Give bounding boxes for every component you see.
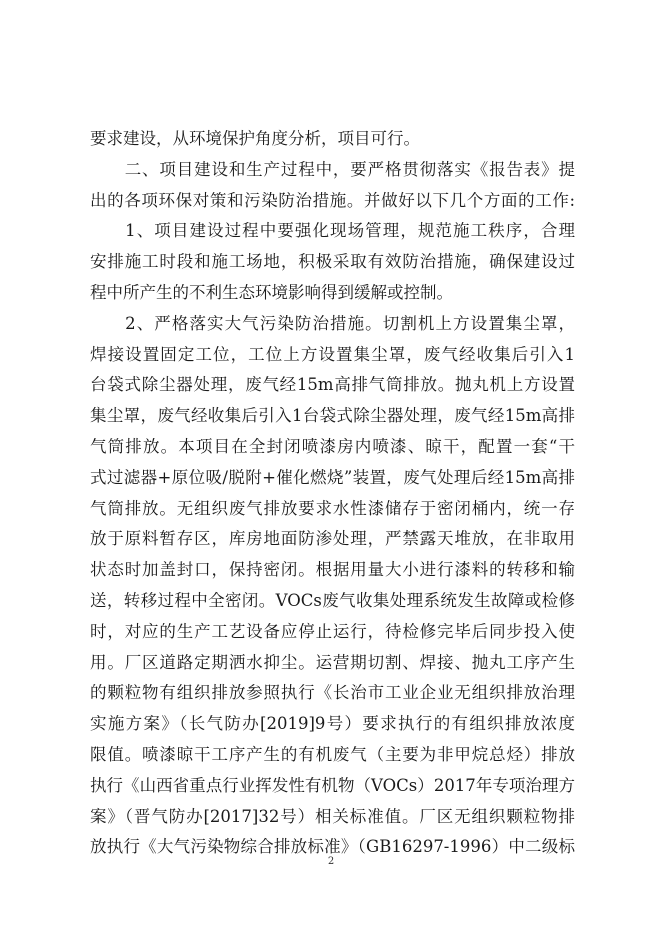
page-number: 2 <box>327 856 335 867</box>
text-line: 2、严格落实大气污染防治措施。切割机上方设置集尘罩， <box>90 313 575 333</box>
text-line: 的颗粒物有组织排放参照执行《长治市工业企业无组织排放治理 <box>90 683 575 703</box>
text-line: 送，转移过程中全密闭。VOCs废气收集处理系统发生故障或检修 <box>90 590 575 610</box>
text-line: 式过滤器+原位吸/脱附+催化燃烧”装置，废气处理后经15m高排 <box>90 467 575 487</box>
text-line: 出的各项环保对策和污染防治措施。并做好以下几个方面的工作: <box>90 190 575 210</box>
text-line: 执行《山西省重点行业挥发性有机物（VOCs）2017年专项治理方 <box>90 775 575 795</box>
text-line: 限值。喷漆晾干工序产生的有机废气（主要为非甲烷总烃）排放 <box>90 744 575 764</box>
text-line: 用。厂区道路定期洒水抑尘。运营期切割、焊接、抛丸工序产生 <box>90 652 575 672</box>
text-line: 案》（晋气防办[2017]32号）相关标准值。厂区无组织颗粒物排 <box>90 806 575 826</box>
text-line: 气筒排放。无组织废气排放要求水性漆储存于密闭桶内，统一存 <box>90 498 575 518</box>
text-line: 要求建设，从环境保护角度分析，项目可行。 <box>90 129 420 148</box>
text-line: 二、项目建设和生产过程中，要严格贯彻落实《报告表》提 <box>90 159 575 179</box>
text-line: 气筒排放。本项目在全封闭喷漆房内喷漆、晾干，配置一套“干 <box>90 436 575 456</box>
text-line: 状态时加盖封口，保持密闭。根据用量大小进行漆料的转移和输 <box>90 560 575 580</box>
text-line: 实施方案》（长气防办[2019]9号）要求执行的有组织排放浓度 <box>90 714 575 734</box>
body-text <box>90 124 575 863</box>
text-line: 时，对应的生产工艺设备应停止运行，待检修完毕后同步投入使 <box>90 621 575 641</box>
text-line: 安排施工时段和施工场地，积极采取有效防治措施，确保建设过 <box>90 252 575 272</box>
text-line: 集尘罩，废气经收集后引入1台袋式除尘器处理，废气经15m高排 <box>90 406 575 426</box>
text-line: 放执行《大气污染物综合排放标准》（GB16297-1996）中二级标 <box>90 837 575 857</box>
text-line: 台袋式除尘器处理，废气经15m高排气筒排放。抛丸机上方设置 <box>90 375 575 395</box>
text-line: 1、项目建设过程中要强化现场管理，规范施工秩序，合理 <box>90 221 575 241</box>
text-line: 焊接设置固定工位，工位上方设置集尘罩，废气经收集后引入1 <box>90 344 575 364</box>
text-line: 放于原料暂存区，库房地面防渗处理，严禁露天堆放，在非取用 <box>90 529 575 549</box>
text-line: 程中所产生的不利生态环境影响得到缓解或控制。 <box>90 282 453 302</box>
